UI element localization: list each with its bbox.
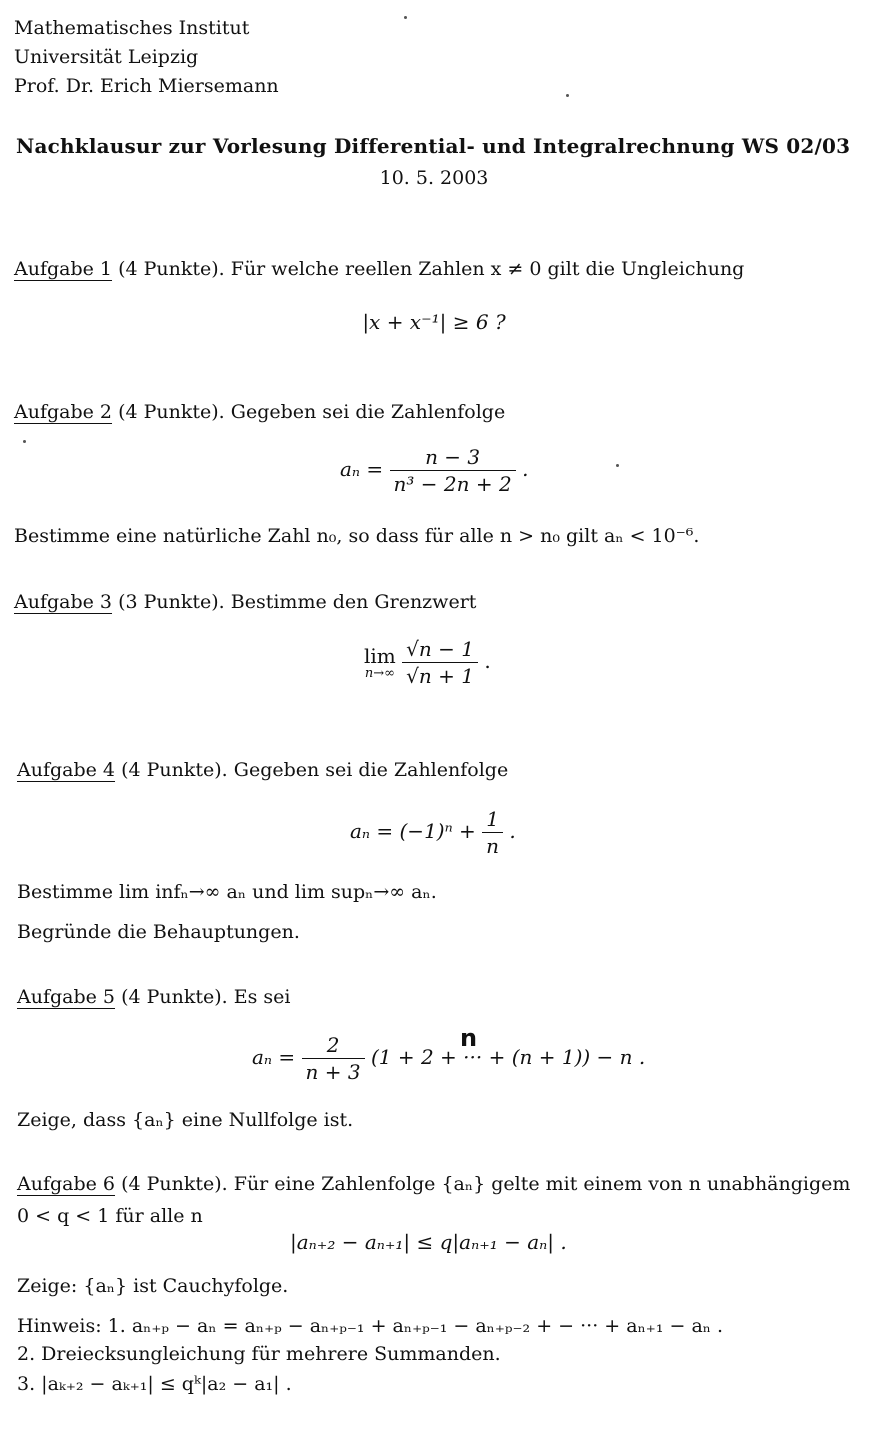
task-2-followup: Bestimme eine natürliche Zahl n₀, so dass für alle n > n₀ gilt aₙ < 10⁻⁶.	[14, 525, 700, 547]
task-4-formula-lhs: aₙ = (−1)ⁿ +	[350, 819, 476, 843]
task-3-lim-sub: n→∞	[364, 665, 395, 681]
task-1-label: Aufgabe 1	[14, 258, 113, 280]
task-1-statement	[14, 257, 744, 281]
institute-line: Mathematisches Institut	[14, 17, 250, 39]
task-6-hint-1: Hinweis: 1. aₙ₊ₚ − aₙ = aₙ₊ₚ − aₙ₊ₚ₋₁ + aₙ₊ₚ₋₁ − aₙ₊ₚ₋₂ + − ··· + aₙ₊₁ − aₙ .	[17, 1315, 724, 1337]
task-5-fraction	[302, 1032, 365, 1085]
task-6-followup: Zeige: {aₙ} ist Cauchyfolge.	[17, 1275, 289, 1297]
task-1-points: (4 Punkte).	[118, 258, 225, 280]
exam-date: 10. 5. 2003	[379, 167, 489, 189]
task-3-denominator: √n + 1	[406, 664, 474, 688]
task-2-denominator: n³ − 2n + 2	[393, 472, 512, 496]
task-5-statement	[17, 985, 291, 1009]
task-6-hint-2: 2. Dreiecksungleichung für mehrere Summanden.	[17, 1343, 501, 1365]
task-1-formula: |x + x⁻¹| ≥ 6 ?	[362, 310, 506, 334]
task-5-formula-rest: (1 + 2 + ··· + (n + 1)) − n .	[370, 1045, 646, 1069]
task-6-text-2: 0 < q < 1 für alle n	[17, 1205, 203, 1227]
task-3-lim-word: lim	[364, 643, 396, 668]
scan-speck	[23, 440, 26, 443]
task-4-fraction	[482, 806, 503, 859]
task-5-text: Es sei	[233, 986, 291, 1008]
task-5-numerator: 2	[302, 1032, 365, 1059]
task-2-points: (4 Punkte).	[118, 401, 225, 423]
task-5-points: (4 Punkte).	[121, 986, 228, 1008]
task-6-label: Aufgabe 6	[17, 1173, 116, 1195]
task-6-formula: |aₙ₊₂ − aₙ₊₁| ≤ q|aₙ₊₁ − aₙ| .	[290, 1230, 567, 1254]
task-3-numerator: √n − 1	[402, 636, 478, 663]
task-3-limit	[364, 645, 396, 681]
task-4-text: Gegeben sei die Zahlenfolge	[233, 759, 509, 781]
task-1-text: Für welche reellen Zahlen x ≠ 0 gilt die Ungleichung	[230, 258, 745, 280]
task-3-fraction	[402, 636, 478, 689]
task-4-numerator: 1	[482, 806, 503, 833]
task-3-points: (3 Punkte).	[118, 591, 225, 613]
task-4-denominator: n	[486, 834, 500, 858]
task-5-denominator: n + 3	[305, 1060, 361, 1084]
task-4-followup-2: Begründe die Behauptungen.	[17, 921, 300, 943]
task-5-label: Aufgabe 5	[17, 986, 116, 1008]
professor-line: Prof. Dr. Erich Miersemann	[14, 75, 279, 97]
task-5-formula-lhs: aₙ =	[252, 1045, 296, 1069]
task-2-numerator: n − 3	[390, 444, 516, 471]
task-2-formula	[340, 444, 528, 497]
task-4-formula	[350, 806, 516, 859]
task-6-hint-3: 3. |aₖ₊₂ − aₖ₊₁| ≤ qᵏ|a₂ − a₁| .	[17, 1373, 292, 1395]
task-4-followup-1: Bestimme lim infₙ→∞ aₙ und lim supₙ→∞ aₙ.	[17, 881, 437, 903]
task-6-points: (4 Punkte).	[121, 1173, 228, 1195]
task-3-formula-end: .	[484, 649, 491, 673]
task-4-label: Aufgabe 4	[17, 759, 116, 781]
exam-title: Nachklausur zur Vorlesung Differential- und Integralrechnung WS 02/03	[16, 134, 851, 158]
task-3-formula	[364, 636, 491, 689]
task-2-label: Aufgabe 2	[14, 401, 113, 423]
task-2-fraction	[390, 444, 516, 497]
scan-speck	[566, 94, 569, 97]
scan-speck	[616, 464, 619, 467]
task-6-statement	[17, 1172, 850, 1196]
task-2-formula-lhs: aₙ =	[340, 457, 384, 481]
task-6-text: Für eine Zahlenfolge {aₙ} gelte mit einem von n unabhängigem	[233, 1173, 851, 1195]
task-2-formula-end: .	[522, 457, 529, 481]
task-3-text: Bestimme den Grenzwert	[230, 591, 477, 613]
university-line: Universität Leipzig	[14, 46, 199, 68]
task-2-text: Gegeben sei die Zahlenfolge	[230, 401, 506, 423]
handwritten-n-annotation: n	[460, 1024, 478, 1052]
task-4-statement	[17, 758, 508, 782]
task-3-label: Aufgabe 3	[14, 591, 113, 613]
task-4-points: (4 Punkte).	[121, 759, 228, 781]
task-2-statement	[14, 400, 505, 424]
task-5-followup: Zeige, dass {aₙ} eine Nullfolge ist.	[17, 1109, 354, 1131]
scan-speck	[404, 16, 407, 19]
task-5-formula	[252, 1032, 645, 1085]
task-3-statement	[14, 590, 476, 614]
task-4-formula-end: .	[509, 819, 516, 843]
